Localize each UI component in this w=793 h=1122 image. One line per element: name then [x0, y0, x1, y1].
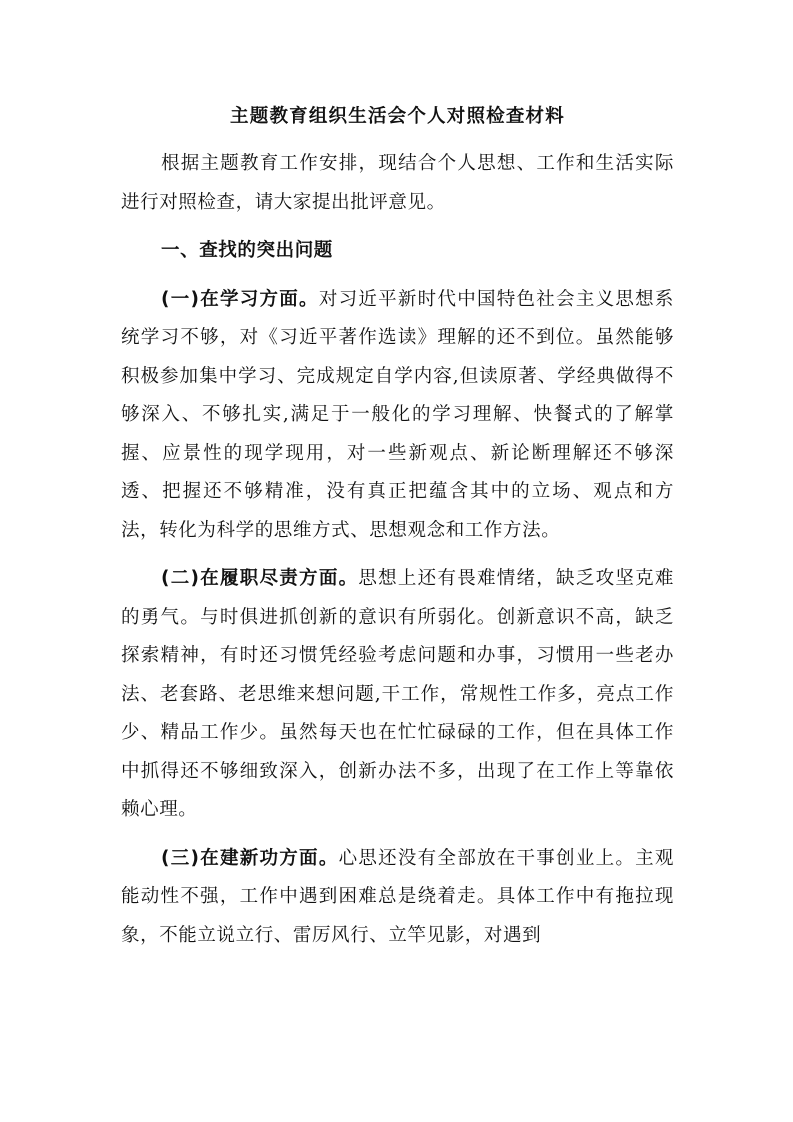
item-duty-text: 思想上还有畏难情绪，缺乏攻坚克难的勇气。与时俱进抓创新的意识有所弱化。创新意识不高，缺乏探索精神，有时还习惯凭经验考虑问题和办事，习惯用一些老办法、老套路、老思维来想问题,干工作，常规性工作多，亮点工作少、精品工作少。虽然每天也在忙忙碌碌的工作，但在具体工作中抓得还不够细致深入，创新办法不多，出现了在工作上等靠依赖心理。: [121, 568, 675, 820]
item-achievement-text: 心思还没有全部放在干事创业上。主观能动性不强，工作中遇到困难总是绕着走。具体工作中有拖拉现象，不能立说立行、雷厉风行、立竿见影，对遇到: [121, 847, 674, 946]
intro-paragraph: 根据主题教育工作安排，现结合个人思想、工作和生活实际进行对照检查，请大家提出批评意见。: [121, 153, 674, 213]
item-duty-paragraph: [121, 560, 674, 830]
item-study-text: 对习近平新时代中国特色社会主义思想系统学习不够，对《习近平著作选读》理解的还不到位。虽然能够积极参加集中学习、完成规定自学内容,但读原著、学经典做得不够深入、不够扎实,满足于一般化的学习理解、快餐式的了解掌握、应景性的现学现用，对一些新观点、新论断理解还不够深透、把握还不够精准，没有真正把蕴含其中的立场、观点和方法，转化为科学的思维方式、思想观念和工作方法。: [121, 288, 674, 541]
document-title: 主题教育组织生活会个人对照检查材料: [230, 106, 565, 127]
item-achievement-paragraph: [121, 840, 674, 956]
item-study-paragraph: [121, 281, 674, 551]
document-body: [121, 103, 674, 965]
section-heading-problems: 一、查找的突出问题: [161, 240, 333, 261]
item-duty-lead: (二)在履职尽责方面。: [161, 568, 359, 589]
item-achievement-lead: (三)在建新功方面。: [161, 847, 339, 869]
item-study-lead: (一)在学习方面。: [161, 288, 319, 310]
